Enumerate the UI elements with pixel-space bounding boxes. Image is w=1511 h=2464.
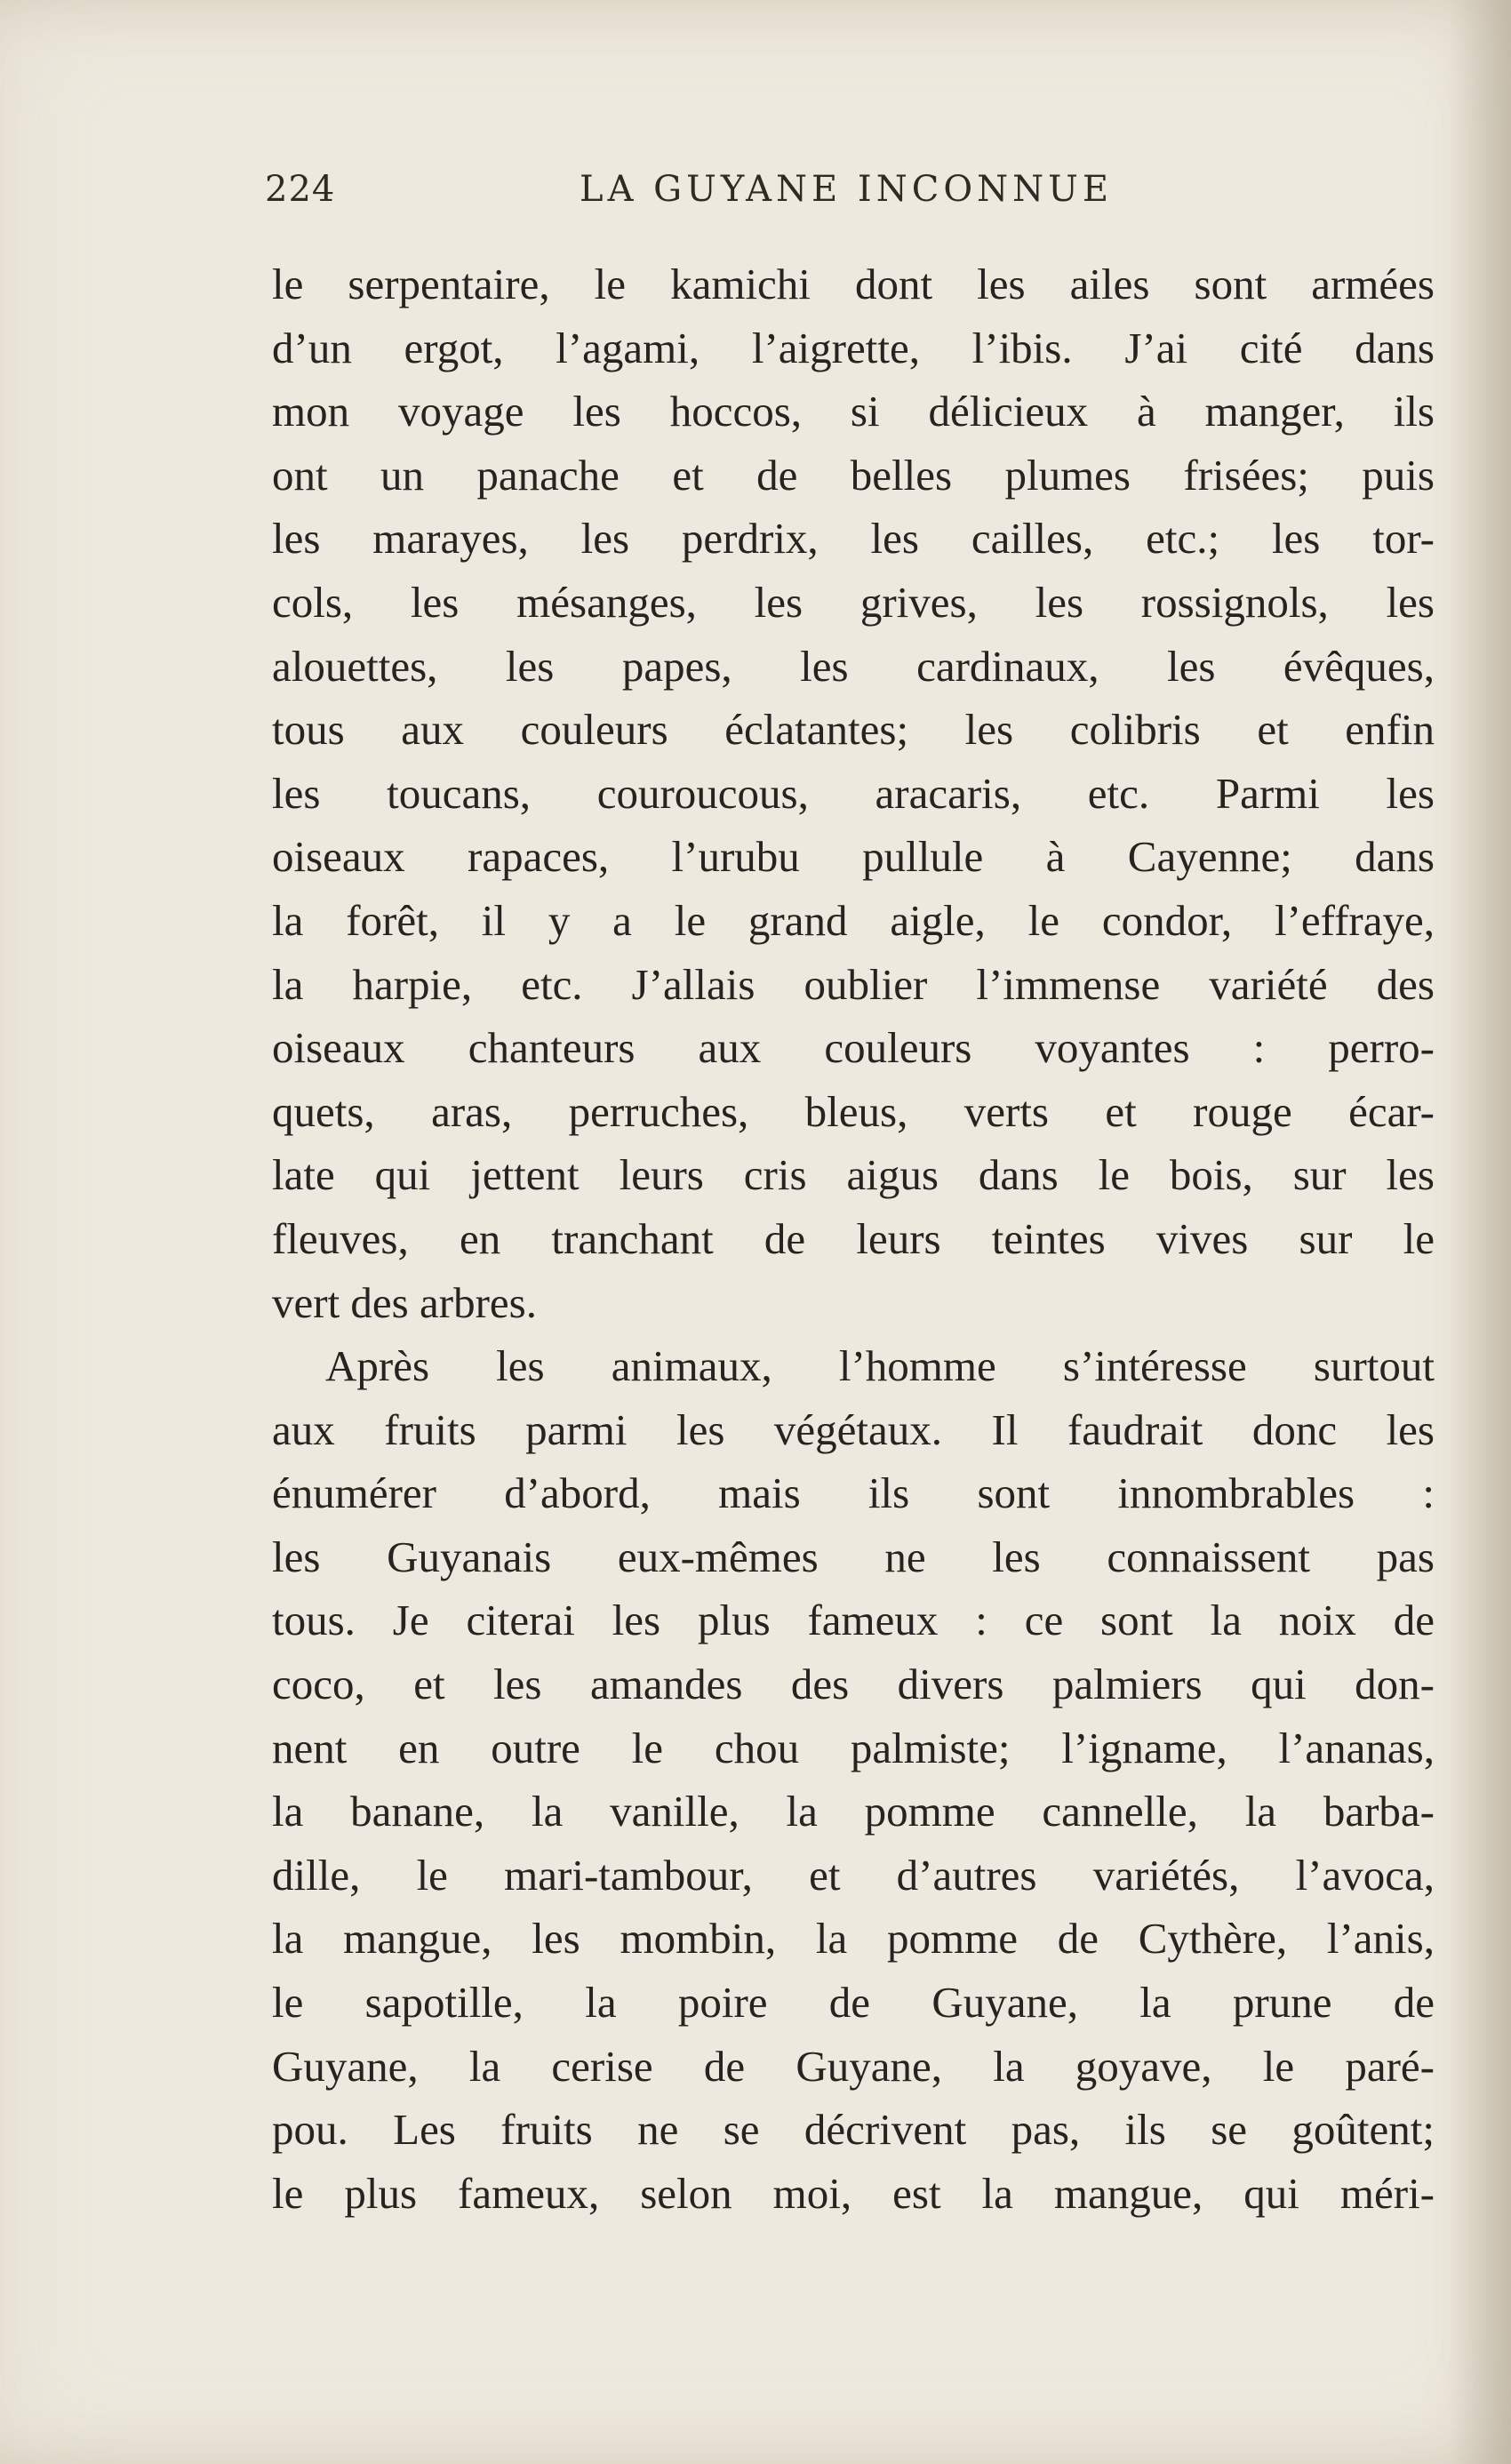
paragraph-start-line: Après les animaux, l’homme s’intéresse surtout (325, 1341, 1435, 1391)
text-line: le plus fameux, selon moi, est la mangue, qui méri- (272, 2168, 1435, 2218)
text-line: oiseaux chanteurs aux couleurs voyantes : perro- (272, 1023, 1435, 1073)
text-line: les Guyanais eux-mêmes ne les connaissent pas (272, 1532, 1435, 1581)
text-line: dille, le mari-tambour, et d’autres variétés, l’avoca, (272, 1850, 1435, 1900)
text-line: fleuves, en tranchant de leurs teintes vives sur le (272, 1213, 1435, 1263)
text-line: nent en outre le chou palmiste; l’igname, l’ananas, (272, 1723, 1435, 1772)
text-line: la mangue, les mombin, la pomme de Cythère, l’anis, (272, 1914, 1435, 1964)
text-line: la banane, la vanille, la pomme cannelle, la barba- (272, 1787, 1435, 1836)
page-number: 224 (265, 169, 336, 210)
text-line: coco, et les amandes des divers palmiers qui don- (272, 1660, 1435, 1709)
text-line: d’un ergot, l’agami, l’aigrette, l’ibis. J’ai cité dans (272, 323, 1435, 372)
text-line: aux fruits parmi les végétaux. Il faudrait donc les (272, 1404, 1435, 1454)
text-line: alouettes, les papes, les cardinaux, les évêques, (272, 641, 1435, 691)
text-line: quets, aras, perruches, bleus, verts et rouge écar- (272, 1086, 1435, 1136)
body-text (272, 252, 1435, 2225)
text-line: mon voyage les hoccos, si délicieux à manger, ils (272, 387, 1435, 436)
text-line: oiseaux rapaces, l’urubu pullule à Cayenne; dans (272, 832, 1435, 882)
text-line: les toucans, couroucous, aracaris, etc. Parmi les (272, 768, 1435, 818)
text-line: tous aux couleurs éclatantes; les colibris et enfin (272, 705, 1435, 755)
text-line: pou. Les fruits ne se décrivent pas, ils se goûtent; (272, 2105, 1435, 2155)
running-head (265, 169, 1447, 222)
text-line: tous. Je citerai les plus fameux : ce sont la noix de (272, 1596, 1435, 1645)
text-line: Guyane, la cerise de Guyane, la goyave, le paré- (272, 2041, 1435, 2091)
text-line: late qui jettent leurs cris aigus dans le bois, sur les (272, 1150, 1435, 1200)
text-line: ont un panache et de belles plumes frisées; puis (272, 450, 1435, 500)
text-line: énumérer d’abord, mais ils sont innombrables : (272, 1468, 1435, 1518)
paragraph-end-line: vert des arbres. (272, 1277, 537, 1327)
page-edge-shadow (1449, 0, 1511, 2464)
text-line: la forêt, il y a le grand aigle, le condor, l’effraye, (272, 895, 1435, 945)
text-line: les marayes, les perdrix, les cailles, etc.; les tor- (272, 514, 1435, 564)
text-line: cols, les mésanges, les grives, les rossignols, les (272, 577, 1435, 627)
running-title: LA GUYANE INCONNUE (580, 169, 1114, 210)
text-line: le serpentaire, le kamichi dont les ailes sont armées (272, 260, 1435, 308)
text-line: le sapotille, la poire de Guyane, la prune de (272, 1978, 1435, 2028)
text-line: la harpie, etc. J’allais oublier l’immense variété des (272, 959, 1435, 1009)
